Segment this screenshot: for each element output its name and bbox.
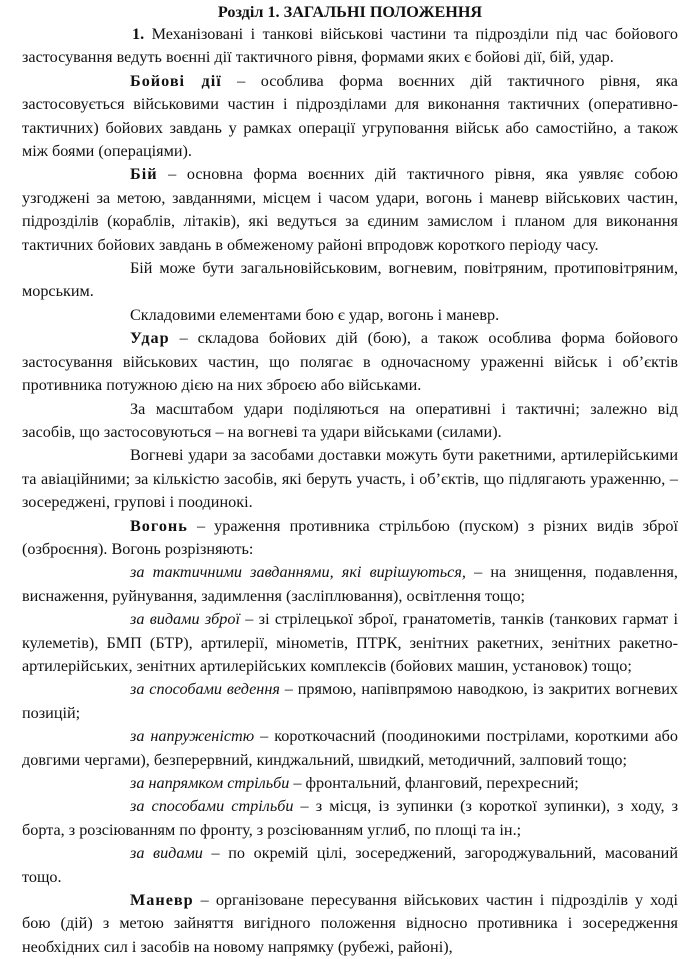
list-item-label: за напруженістю [130, 727, 255, 746]
paragraph-maneuver [22, 889, 678, 959]
list-item-label: за способами ведення [130, 680, 280, 699]
paragraph-battle-types: Бій може бути загальновійськовим, вогневим, повітряним, протиповітряним, морським. [22, 259, 678, 301]
list-item-text: – прямою, напівпрямою наводкою, із закритих вогневих позицій; [22, 680, 678, 722]
list-item-label: за видами [130, 844, 203, 863]
list-item-text: – короткочасний (поодинокими пострілами, короткими або довгими чергами), безперервний, кинджальний, швидкий, методичний, залповий тощо; [22, 727, 678, 769]
paragraph-combat-actions [22, 70, 678, 164]
paragraph-1 [22, 23, 678, 70]
list-item [22, 772, 678, 795]
list-item [22, 561, 678, 608]
list-item [22, 842, 678, 889]
paragraph-text: – ураження противника стрільбою (пуском) з різних видів зброї (озброєння). Вогонь розрізняють: [22, 516, 678, 558]
paragraph-strike [22, 327, 678, 397]
section-title: Розділ 1. ЗАГАЛЬНІ ПОЛОЖЕННЯ [217, 3, 483, 21]
list-item-label: за видами зброї [130, 610, 240, 629]
paragraph-text: – складова бойових дій (бою), а також особлива форма бойового застосування військових частин, що полягає в одночасному ураженні військ і об’єктів противника потужною дією на них зброєю або військами. [22, 329, 678, 395]
list-item [22, 608, 678, 678]
paragraph-fire-strikes: Вогневі удари за засобами доставки можуть бути ракетними, артилерійськими та авіаційними; за кількістю засобів, які беруть участь, і об’єктів, що підлягають ураженню, – зосереджені, групові і поодинокі. [22, 446, 678, 512]
list-item-text: – з місця, із зупинки (з короткої зупинки), з ходу, з борта, з розсіюванням по фронту, з розсіюванням углиб, по площі та ін.; [22, 797, 678, 839]
list-item-text: – на знищення, подавлення, виснаження, руйнування, задимлення (засліплювання), освітлення тощо; [22, 563, 678, 605]
paragraph-battle [22, 163, 678, 257]
paragraph-text: – основна форма воєнних дій тактичного рівня, яка уявляє собою узгоджені за метою, завданнями, місцем і часом удари, вогонь і маневр військових частин, підрозділів (кораблів, літаків), які ведуться за єдиним замислом і планом для виконання тактичних бойових завдань в обмеженому районі впродовж короткого періоду часу. [22, 165, 678, 254]
term-strike: Удар [130, 329, 170, 348]
list-item [22, 795, 678, 842]
list-item-text: – фронтальний, фланговий, перехресний; [289, 774, 579, 792]
paragraph-number: 1. [132, 25, 145, 43]
list-item-label: за способами стрільби [130, 797, 294, 816]
term-fire: Вогонь [130, 516, 188, 535]
paragraph-fire [22, 515, 678, 562]
list-item [22, 678, 678, 725]
list-item-label: за напрямком стрільби [130, 774, 290, 792]
paragraph-text: – організоване пересування військових частин і підрозділів у ході бою (дій) з метою зайняття вигідного положення відносно противника і зосередження необхідних сил і засобів на новому напрямку (рубежі, районі), [22, 891, 678, 956]
list-item [22, 725, 678, 772]
paragraph-battle-elements: Складовими елементами бою є удар, вогонь і маневр. [130, 305, 500, 324]
paragraph-text: – особлива форма воєнних дій тактичного рівня, яка застосовується військовими частин і підрозділами для виконання тактичних (оперативно-тактичних) бойових завдань у рамках операції угруповання військ або самостійно, а також між боями (операціями). [22, 71, 678, 161]
paragraph-text: Механізовані і танкові військові частини та підрозділи під час бойового застосування ведуть воєнні дії тактичного рівня, формами яких є бойові дії, бій, удар. [22, 25, 678, 67]
term-maneuver: Маневр [130, 891, 194, 910]
list-item-text: – зі стрілецької зброї, гранатометів, танків (танкових гармат і кулеметів), БМП (БТР), артилерії, мінометів, ПТРК, зенітних ракетних, зенітних ракетно-артилерійських, зенітних артилерійських комплексів (бойових машин, установок) тощо; [22, 610, 678, 675]
term-battle: Бій [130, 165, 158, 184]
list-item-text: – по окремій цілі, зосереджений, загороджувальний, масований тощо. [22, 844, 678, 886]
term-combat-actions: Бойові дії [130, 71, 222, 90]
paragraph-strike-scale: За масштабом удари поділяються на оперативні і тактичні; залежно від засобів, що застосовуються – на вогневі та удари військами (силами). [22, 399, 678, 441]
list-item-label: за тактичними завданнями, які вирішуються, [130, 563, 466, 582]
